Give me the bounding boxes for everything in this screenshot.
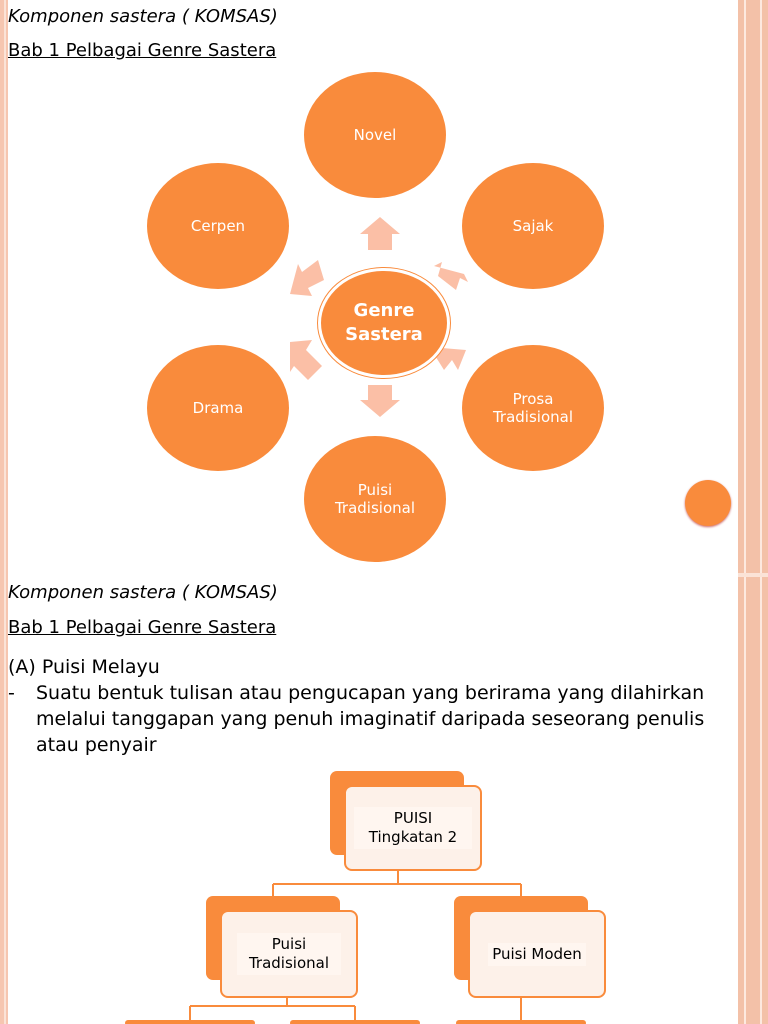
org-left-box: Puisi Tradisional (220, 910, 358, 998)
org-root-box: PUISI Tingkatan 2 (344, 785, 482, 871)
section2-title: Komponen sastera ( KOMSAS) (8, 582, 278, 603)
genre-node-novel: Novel (304, 72, 446, 198)
genre-node-prosa-tradisional: Prosa Tradisional (462, 345, 604, 471)
section2-heading: (A) Puisi Melayu (8, 656, 160, 678)
genre-node-cerpen: Cerpen (147, 163, 289, 289)
genre-node-puisi-tradisional: Puisi Tradisional (304, 436, 446, 562)
bullet-dash: - (8, 682, 15, 704)
org-right-box: Puisi Moden (468, 910, 606, 998)
section2-subtitle: Bab 1 Pelbagai Genre Sastera (8, 617, 277, 638)
section1-subtitle: Bab 1 Pelbagai Genre Sastera (8, 40, 277, 61)
definition-paragraph: Suatu bentuk tulisan atau pengucapan yang berirama yang dilahirkan melalui tanggapan yang penuh imaginatif daripada seseorang penulis atau penyair (36, 682, 705, 756)
genre-node-sajak: Sajak (462, 163, 604, 289)
genre-center-node: Genre Sastera (318, 268, 450, 378)
section1-title: Komponen sastera ( KOMSAS) (8, 6, 278, 27)
genre-node-drama: Drama (147, 345, 289, 471)
